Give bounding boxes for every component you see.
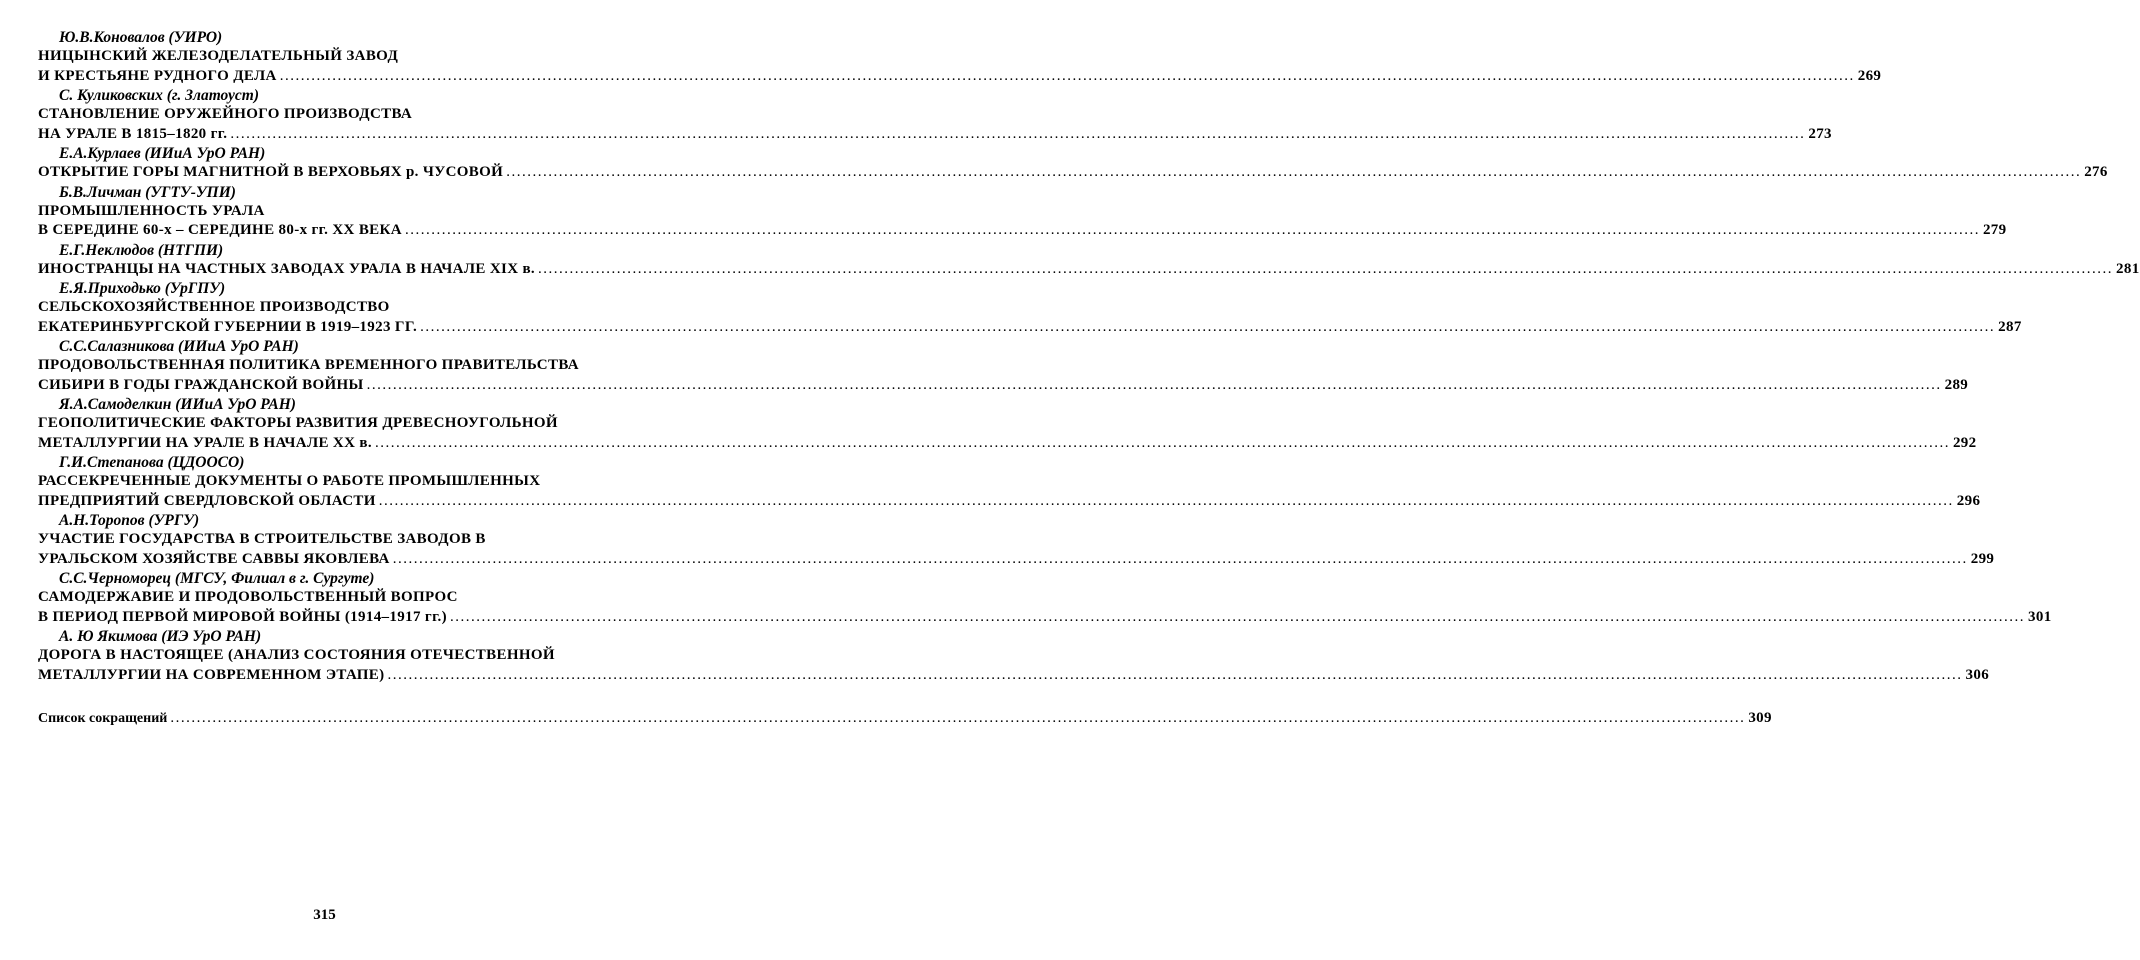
toc-title-text: ОТКРЫТИЕ ГОРЫ МАГНИТНОЙ В ВЕРХОВЬЯХ р. ЧУСОВОЙ <box>38 164 504 180</box>
toc-title-text: МЕТАЛЛУРГИИ НА УРАЛЕ В НАЧАЛЕ XX в. <box>38 434 372 451</box>
toc-title-line: РАССЕКРЕЧЕННЫЕ ДОКУМЕНТЫ О РАБОТЕ ПРОМЫШЛЕННЫХ <box>38 473 541 489</box>
dot-leader: ............................................................................................................................................................................................................................................................................................................ <box>374 434 1950 451</box>
toc-page-number: 299 <box>1970 550 1995 567</box>
toc-title-last-line[interactable] <box>38 67 1882 87</box>
toc-page-number: 306 <box>1965 666 1990 683</box>
toc-title-text: В СЕРЕДИНЕ 60-х – СЕРЕДИНЕ 80-х гг. XX ВЕКА <box>38 222 402 238</box>
toc-title-text: СИБИРИ В ГОДЫ ГРАЖДАНСКОЙ ВОЙНЫ <box>38 376 364 393</box>
dot-leader: ............................................................................................................................................................................................................................................................................................................ <box>420 318 1996 335</box>
toc-title-text: Список сокращений <box>38 711 168 726</box>
toc-entry <box>38 279 2022 337</box>
toc-title-line: САМОДЕРЖАВИЕ И ПРОДОВОЛЬСТВЕННЫЙ ВОПРОС <box>38 589 458 605</box>
toc-title-text: ЕКАТЕРИНБУРГСКОЙ ГУБЕРНИИ В 1919–1923 ГГ. <box>38 318 418 335</box>
table-of-contents <box>38 28 2140 729</box>
toc-title-last-line[interactable] <box>38 318 2022 338</box>
toc-title-line: НИЦЫНСКИЙ ЖЕЛЕЗОДЕЛАТЕЛЬНЫЙ ЗАВОД <box>38 48 399 64</box>
toc-page-number: 309 <box>1748 710 1772 726</box>
toc-title-line: УЧАСТИЕ ГОСУДАРСТВА В СТРОИТЕЛЬСТВЕ ЗАВОДОВ В <box>38 531 486 547</box>
toc-author: Г.И.Степанова (ЦДООСО) <box>59 454 245 471</box>
toc-author: Б.В.Личман (УГТУ-УПИ) <box>59 183 236 201</box>
toc-title-last-line[interactable] <box>38 125 1832 145</box>
toc-entry <box>38 86 1832 144</box>
page-number: 315 <box>313 907 336 923</box>
toc-entry <box>38 511 1995 569</box>
toc-title-last-line[interactable] <box>38 221 2007 241</box>
toc-page-number: 301 <box>2028 608 2052 625</box>
toc-title-line: СЕЛЬСКОХОЗЯЙСТВЕННОЕ ПРОИЗВОДСТВО <box>38 299 390 315</box>
spacer <box>38 685 613 709</box>
toc-title-last-line[interactable] <box>38 260 2140 280</box>
toc-author: Е.Я.Приходько (УрГПУ) <box>59 280 226 297</box>
toc-author: А. Ю Якимова (ИЭ УрО РАН) <box>59 628 262 645</box>
toc-title-line: СТАНОВЛЕНИЕ ОРУЖЕЙНОГО ПРОИЗВОДСТВА <box>38 106 413 122</box>
toc-title-last-line[interactable] <box>38 163 2108 183</box>
dot-leader: ............................................................................................................................................................................................................................................................................................................ <box>378 492 1954 509</box>
toc-title-last-line[interactable] <box>38 434 1977 454</box>
toc-page-number: 281 <box>2116 260 2140 277</box>
toc-author: С.С.Черноморец (МГСУ, Филиал в г. Сургуте) <box>59 570 375 587</box>
toc-page-number: 292 <box>1952 434 1977 451</box>
toc-title-last-line[interactable] <box>38 550 1995 570</box>
toc-title-line: ПРОМЫШЛЕННОСТЬ УРАЛА <box>38 202 265 219</box>
toc-title-text: В ПЕРИОД ПЕРВОЙ МИРОВОЙ ВОЙНЫ (1914–1917 гг.) <box>38 608 447 625</box>
toc-title-text: ПРЕДПРИЯТИЙ СВЕРДЛОВСКОЙ ОБЛАСТИ <box>38 492 376 509</box>
toc-title-text: МЕТАЛЛУРГИИ НА СОВРЕМЕННОМ ЭТАПЕ) <box>38 666 385 683</box>
dot-leader: ............................................................................................................................................................................................................................................................................................................ <box>279 67 1855 84</box>
toc-entry <box>38 627 1990 685</box>
toc-title-text: НА УРАЛЕ В 1815–1820 гг. <box>38 125 228 142</box>
toc-title-last-line[interactable] <box>38 608 2052 628</box>
toc-entry <box>38 395 1977 453</box>
dot-leader: ............................................................................................................................................................................................................................................................................................................ <box>450 608 2025 625</box>
toc-entry <box>38 569 2052 627</box>
toc-author: Ю.В.Коновалов (УИРО) <box>59 29 223 46</box>
toc-entry <box>38 453 1981 511</box>
dot-leader: ............................................................................................................................................................................................................................................................................................................ <box>506 164 2082 180</box>
toc-title-line: ДОРОГА В НАСТОЯЩЕЕ (АНАЛИЗ СОСТОЯНИЯ ОТЕЧЕСТВЕННОЙ <box>38 647 555 663</box>
toc-title-last-line[interactable] <box>38 666 1990 686</box>
toc-author: С. Куликовских (г. Златоуст) <box>59 87 259 104</box>
dot-leader: ............................................................................................................................................................................................................................................................................................................ <box>366 376 1942 393</box>
dot-leader: ............................................................................................................................................................................................................................................................................................................ <box>404 222 1980 238</box>
toc-entry <box>38 241 2140 280</box>
toc-page-number: 273 <box>1808 125 1832 142</box>
toc-author: С.С.Салазникова (ИИиА УрО РАН) <box>59 338 299 355</box>
toc-title-line: ГЕОПОЛИТИЧЕСКИЕ ФАКТОРЫ РАЗВИТИЯ ДРЕВЕСНОУГОЛЬНОЙ <box>38 415 558 431</box>
toc-entry <box>38 183 2007 241</box>
dot-leader: ............................................................................................................................................................................................................................................................................................................ <box>392 550 1968 567</box>
toc-title-last-line[interactable] <box>38 376 1969 396</box>
dot-leader: ............................................................................................................................................................................................................................................................................................................ <box>387 666 1963 683</box>
toc-author: Е.Г.Неклюдов (НТГПИ) <box>59 241 224 259</box>
toc-page-number: 287 <box>1998 318 2022 335</box>
toc-page-number: 269 <box>1857 67 1882 84</box>
toc-page-number: 289 <box>1944 376 1969 393</box>
toc-author: Е.А.Курлаев (ИИиА УрО РАН) <box>59 145 266 162</box>
toc-title-text: И КРЕСТЬЯНЕ РУДНОГО ДЕЛА <box>38 67 277 84</box>
toc-author: А.Н.Торопов (УРГУ) <box>59 512 200 529</box>
toc-abbreviations-entry[interactable] <box>38 709 1772 729</box>
toc-title-line: ПРОДОВОЛЬСТВЕННАЯ ПОЛИТИКА ВРЕМЕННОГО ПРАВИТЕЛЬСТВА <box>38 357 579 373</box>
dot-leader: ............................................................................................................................................................................................................................................................................................................ <box>538 260 2114 277</box>
dot-leader: ............................................................................................................................................................................................................................................................................................................ <box>230 125 1806 142</box>
toc-page-number: 279 <box>1982 222 2007 238</box>
toc-title-text: УРАЛЬСКОМ ХОЗЯЙСТВЕ САВВЫ ЯКОВЛЕВА <box>38 550 390 567</box>
toc-entry <box>38 28 1882 86</box>
dot-leader: ............................................................................................................................................................................................................................................................................................................ <box>170 710 1746 726</box>
toc-entry <box>38 337 1969 395</box>
toc-author: Я.А.Самоделкин (ИИиА УрО РАН) <box>59 396 296 413</box>
toc-entry <box>38 144 2108 183</box>
toc-title-text: ИНОСТРАНЦЫ НА ЧАСТНЫХ ЗАВОДАХ УРАЛА В НАЧАЛЕ XIX в. <box>38 260 536 277</box>
toc-page-number: 296 <box>1956 492 1981 509</box>
toc-page-number: 276 <box>2084 164 2108 180</box>
toc-title-last-line[interactable] <box>38 492 1981 512</box>
